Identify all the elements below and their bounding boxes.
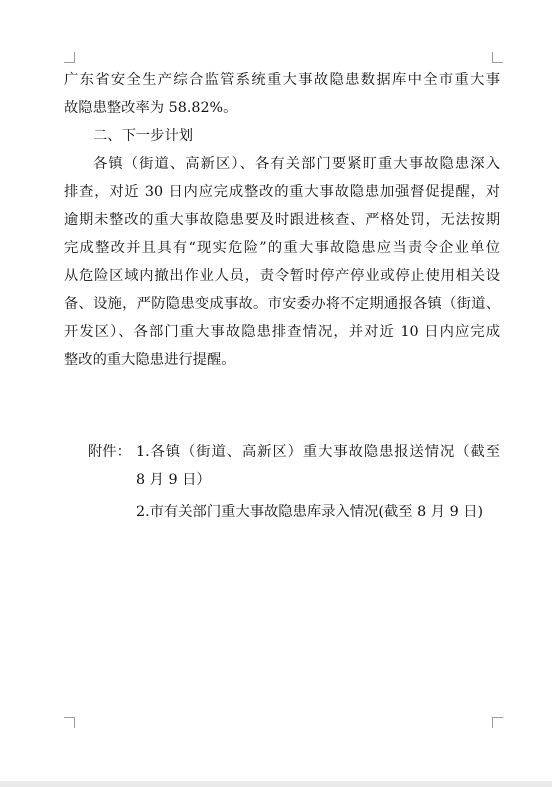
crop-mark-bottom-left	[64, 717, 75, 728]
attachments-block	[88, 438, 500, 526]
attachment-row	[88, 498, 500, 526]
attachment-row	[88, 466, 500, 494]
crop-mark-bottom-right	[492, 717, 503, 728]
para2-line: 排查，对近 30 日内应完成整改的重大事故隐患加强督促提醒，对	[64, 184, 500, 200]
attachment-1-line: 1.各镇（街道、高新区）重大事故隐患报送情况（截至	[136, 444, 500, 460]
section-heading: 二、下一步计划	[93, 128, 194, 144]
para2-line: 逾期未整改的重大事故隐患要及时跟进核查、严格处罚，无法按期	[64, 212, 500, 228]
page-bottom-edge	[0, 781, 552, 787]
para2-line: 整改的重大隐患进行提醒。	[64, 352, 236, 368]
para2-line: 开发区）、各部门重大事故隐患排查情况，并对近 10 日内应完成	[64, 324, 500, 340]
para2-line: 备、设施，严防隐患变成事故。市安委办将不定期通报各镇（街道、	[64, 296, 500, 312]
attachment-2-line: 2.市有关部门重大事故隐患库录入情况(截至 8 月 9 日)	[136, 504, 484, 520]
crop-mark-top-left	[64, 52, 75, 63]
attachments-label: 附件：	[88, 444, 131, 460]
attachment-row	[88, 438, 500, 466]
attachment-1-line: 8 月 9 日）	[136, 472, 211, 488]
document-body	[64, 66, 500, 374]
para2-line: 从危险区域内撤出作业人员，责令暂时停产停业或停止使用相关设	[64, 268, 500, 284]
para1-line: 广东省安全生产综合监管系统重大事故隐患数据库中全市重大事	[64, 72, 500, 88]
crop-mark-top-right	[492, 52, 503, 63]
para1-line: 故隐患整改率为 58.82%。	[64, 100, 238, 116]
para2-line: 各镇（街道、高新区）、各有关部门要紧盯重大事故隐患深入	[93, 156, 500, 172]
para2-line: 完成整改并且具有“现实危险”的重大事故隐患应当责令企业单位	[64, 240, 500, 256]
